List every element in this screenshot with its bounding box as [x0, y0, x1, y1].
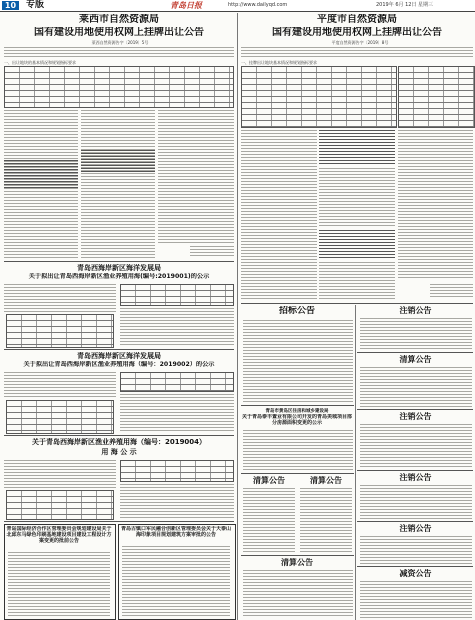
notice-title: 清算公告: [399, 355, 432, 364]
parcel-table: [241, 66, 397, 128]
notice-signature: [430, 284, 473, 298]
notice-body-bold: [319, 130, 395, 166]
notice-intro: [241, 47, 473, 58]
notice-body: [241, 130, 317, 300]
divider: [357, 470, 473, 471]
notice-title: 青岛西海岸新区海洋发展局: [77, 264, 161, 272]
notice-subtitle: 国有建设用地使用权网上挂牌出让公告: [272, 27, 442, 38]
notice-body: [360, 424, 472, 468]
page-number: 10: [2, 1, 19, 10]
notice-body-bold: [4, 160, 78, 190]
notice-body: [243, 430, 353, 470]
notice-title: 清算公告: [281, 558, 313, 567]
notice-body: [319, 168, 395, 228]
notice-title: 注销公告: [399, 306, 432, 315]
coordinate-table: [6, 490, 114, 520]
notice-body: [158, 110, 234, 244]
notice-title: 注销公告: [399, 524, 432, 533]
notice-body: [4, 284, 116, 312]
notice-subtitle: 关于拟出让青岛西海岸新区渔业养殖用海（编号：2019002）的公示: [23, 361, 215, 368]
notice-body-bold: [319, 230, 395, 260]
notice-body: [243, 570, 353, 618]
notice-title: 减资公告: [399, 569, 432, 578]
column-divider: [355, 305, 356, 620]
notice-title: 清算公告: [253, 476, 285, 485]
notice-body: [243, 320, 353, 402]
notice-body: [120, 394, 234, 432]
coordinate-table: [6, 314, 114, 348]
divider: [357, 352, 473, 353]
notice-body: [120, 484, 234, 518]
coordinate-table: [120, 460, 234, 482]
notice-subtitle: 用 海 公 示: [101, 448, 137, 456]
notice-subtitle: 关于青岛泰丰置业有限公司开发的青岛美城项目部分房源面积变更的公示: [241, 414, 352, 426]
notice-title: 青岛古镇口军民融合创新区管理委员会关于天泰山海印象项目规划建筑方案审批的公告: [120, 526, 231, 538]
notice-body: [120, 308, 234, 346]
notice-body-bold: [81, 150, 155, 174]
notice-title: 青岛市黄岛区住房和城乡建设局: [265, 409, 329, 414]
divider: [241, 473, 354, 474]
notice-body: [360, 367, 472, 407]
notice-title: 平度市自然资源局: [317, 14, 397, 25]
divider: [241, 405, 354, 406]
notice-title: 招标公告: [278, 306, 315, 316]
notice-body: [360, 581, 472, 618]
notice-subtitle: 国有建设用地使用权网上挂牌出让公告: [34, 27, 204, 38]
notice-body: [360, 318, 472, 350]
notice-body: [300, 488, 352, 552]
website-link[interactable]: http://www.dailyqd.com: [228, 2, 288, 8]
newspaper-logo: 青岛日报: [170, 0, 202, 10]
section-label: 专版: [26, 0, 45, 10]
notice-body: [360, 536, 472, 564]
coordinate-table: [120, 372, 234, 392]
notice-ref: 莱西自然资源告字〔2019〕5号: [91, 40, 149, 45]
notice-title: 莱西市自然资源局: [79, 14, 159, 25]
notice-body: [319, 262, 395, 300]
notice-title: 青岛西海岸新区海洋发展局: [77, 352, 161, 360]
notice-subtitle: 关于拟出让青岛西海岸新区渔业养殖用海(编号:2019001)的公示: [28, 273, 210, 280]
notice-body: [4, 372, 116, 398]
divider: [4, 435, 234, 436]
divider: [357, 566, 473, 567]
divider: [4, 521, 234, 522]
divider: [241, 555, 354, 556]
notice-title: 关于青岛西海岸新区渔业养殖用海（编号：2019004）: [31, 438, 207, 446]
divider: [357, 521, 473, 522]
issue-date: 2019年 6月 12日 星期三: [376, 2, 434, 8]
notice-ref: 平度自然资源告字〔2019〕8号: [331, 40, 389, 45]
notice-title: 清算公告: [310, 476, 342, 485]
notice-body: [122, 546, 230, 616]
column-divider: [237, 13, 238, 620]
parcel-table: [4, 66, 234, 108]
table-caption: 一、出让地块的基本情况和规划指标要求: [4, 60, 76, 65]
notice-title: 注销公告: [399, 412, 432, 421]
coordinate-table: [120, 284, 234, 306]
notice-body: [81, 110, 155, 258]
notice-signature: [190, 246, 234, 256]
parcel-table: [398, 66, 475, 128]
notice-body: [4, 460, 116, 488]
table-caption: 一、挂牌出让地块基本情况和规划指标要求: [241, 60, 317, 65]
notice-intro: [4, 47, 234, 58]
divider: [4, 261, 234, 262]
notice-body: [398, 130, 473, 280]
divider: [357, 409, 473, 410]
divider: [241, 303, 473, 304]
notice-body: [243, 488, 295, 552]
notice-body: [360, 485, 472, 519]
notice-title: 青岛国际经济合作区管理委员会规划建设局关于北邱东马绿色印刷基地建设项目建设工程设计方案变更的批前公告: [6, 526, 112, 544]
notice-title: 注销公告: [399, 473, 432, 482]
coordinate-table: [6, 400, 114, 434]
divider: [4, 349, 234, 350]
notice-body: [8, 552, 110, 616]
